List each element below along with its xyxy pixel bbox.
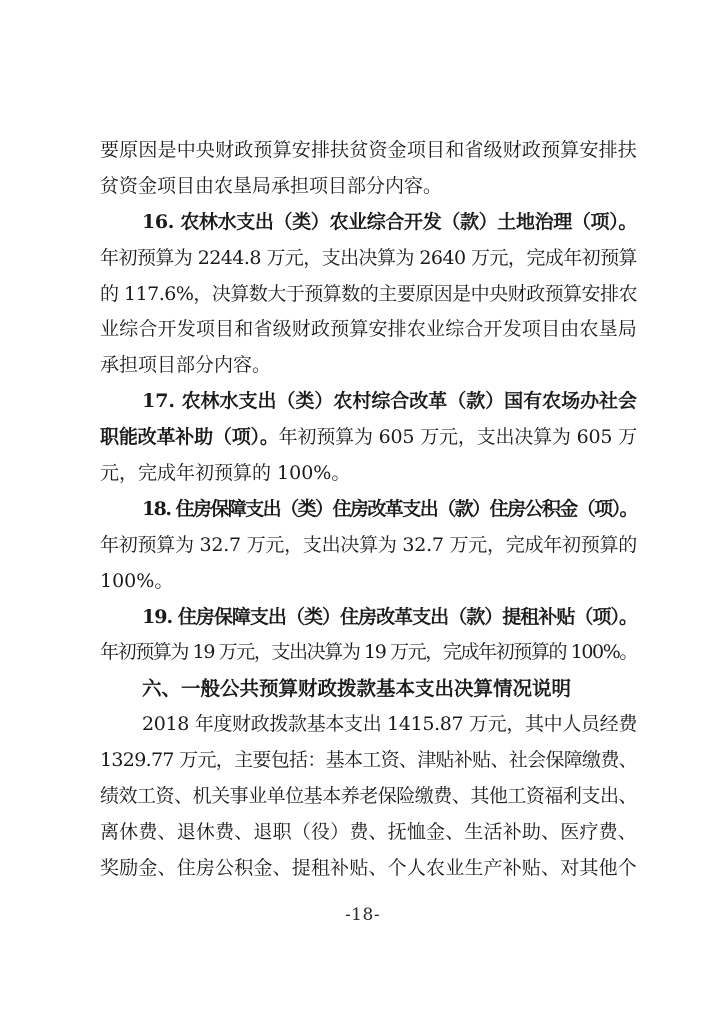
text-line [100, 420, 637, 456]
text-line [100, 241, 637, 277]
text-segment: 元，完成年初预算的 100%。 [100, 462, 351, 485]
text-line [100, 851, 637, 887]
line-content [100, 534, 637, 556]
text-segment: 年初预算为 19 万元，支出决算为 19 万元，完成年初预算的 100%。 [100, 641, 637, 664]
line-content [100, 857, 637, 879]
text-line [100, 312, 637, 348]
text-line [100, 348, 637, 384]
text-segment: 奖励金、住房公积金、提租补贴、个人农业生产补贴、对其他个 [100, 856, 637, 879]
bold-text-segment: 18. 住房保障支出（类）住房改革支出（款）住房公积金（项）。 [142, 497, 637, 520]
line-content [100, 570, 173, 592]
bold-text-segment: 16. 农林水支出（类）农业综合开发（款）土地治理（项）。 [142, 210, 637, 233]
bold-text-segment: 19. 住房保障支出（类）住房改革支出（款）提租补贴（项）。 [142, 605, 638, 628]
line-content [142, 713, 637, 735]
text-segment: 离休费、退休费、退职（役）费、抚恤金、生活补助、医疗费、 [100, 820, 637, 843]
line-content [100, 175, 442, 197]
line-content [100, 354, 271, 376]
bold-text-segment: 17. 农林水支出（类）农村综合改革（款）国有农场办社会 [142, 390, 637, 413]
line-content [100, 641, 637, 663]
text-segment: 贫资金项目由农垦局承担项目部分内容。 [100, 174, 443, 197]
text-line [100, 133, 637, 169]
text-line [100, 707, 637, 743]
line-content [100, 318, 637, 340]
line-content [142, 606, 637, 628]
line-content [100, 247, 637, 269]
text-line [100, 743, 637, 779]
text-segment: 绩效工资、机关事业单位基本养老保险缴费、其他工资福利支出、 [100, 785, 637, 808]
line-content [142, 211, 637, 233]
line-content [100, 821, 637, 843]
section-heading-line [100, 671, 637, 707]
line-content [100, 785, 637, 807]
text-segment: 要原因是中央财政预算安排扶贫资金项目和省级财政预算安排扶 [100, 139, 637, 161]
text-line [100, 600, 637, 636]
text-segment: 100%。 [100, 569, 174, 592]
text-line [100, 277, 637, 313]
line-content [142, 390, 637, 412]
text-segment: 年初预算为 605 万元，支出决算为 605 万 [278, 426, 637, 449]
bold-text-segment: 职能改革补助（项）。 [100, 426, 279, 449]
text-line [100, 456, 637, 492]
line-content [100, 426, 637, 448]
page-footer [0, 902, 725, 928]
text-segment: 年初预算为 32.7 万元，支出决算为 32.7 万元，完成年初预算的 [100, 533, 637, 556]
text-segment: 2018 年度财政拨款基本支出 1415.87 万元，其中人员经费 [142, 713, 637, 736]
line-content [100, 283, 637, 305]
text-segment: 年初预算为 2244.8 万元，支出决算为 2640 万元，完成年初预算 [100, 246, 637, 269]
page-body-text [100, 133, 637, 887]
text-segment: 承担项目部分内容。 [100, 354, 272, 377]
text-line [100, 205, 637, 241]
text-line [100, 779, 637, 815]
text-segment: 业综合开发项目和省级财政预算安排农业综合开发项目由农垦局 [100, 318, 637, 341]
line-content [142, 678, 571, 700]
text-line [100, 635, 637, 671]
text-line [100, 564, 637, 600]
line-content [100, 749, 637, 771]
text-line [100, 528, 637, 564]
text-line [100, 169, 637, 205]
line-content [100, 139, 637, 161]
text-segment: 的 117.6%，决算数大于预算数的主要原因是中央财政预算安排农 [100, 282, 637, 305]
text-line [100, 815, 637, 851]
text-segment: 1329.77 万元，主要包括：基本工资、津贴补贴、社会保障缴费、 [100, 749, 637, 772]
text-line [100, 492, 637, 528]
page-number: -18- [344, 905, 381, 925]
text-line [100, 384, 637, 420]
bold-text-segment: 六、一般公共预算财政拨款基本支出决算情况说明 [142, 677, 572, 701]
line-content [142, 498, 637, 520]
line-content [100, 462, 350, 484]
